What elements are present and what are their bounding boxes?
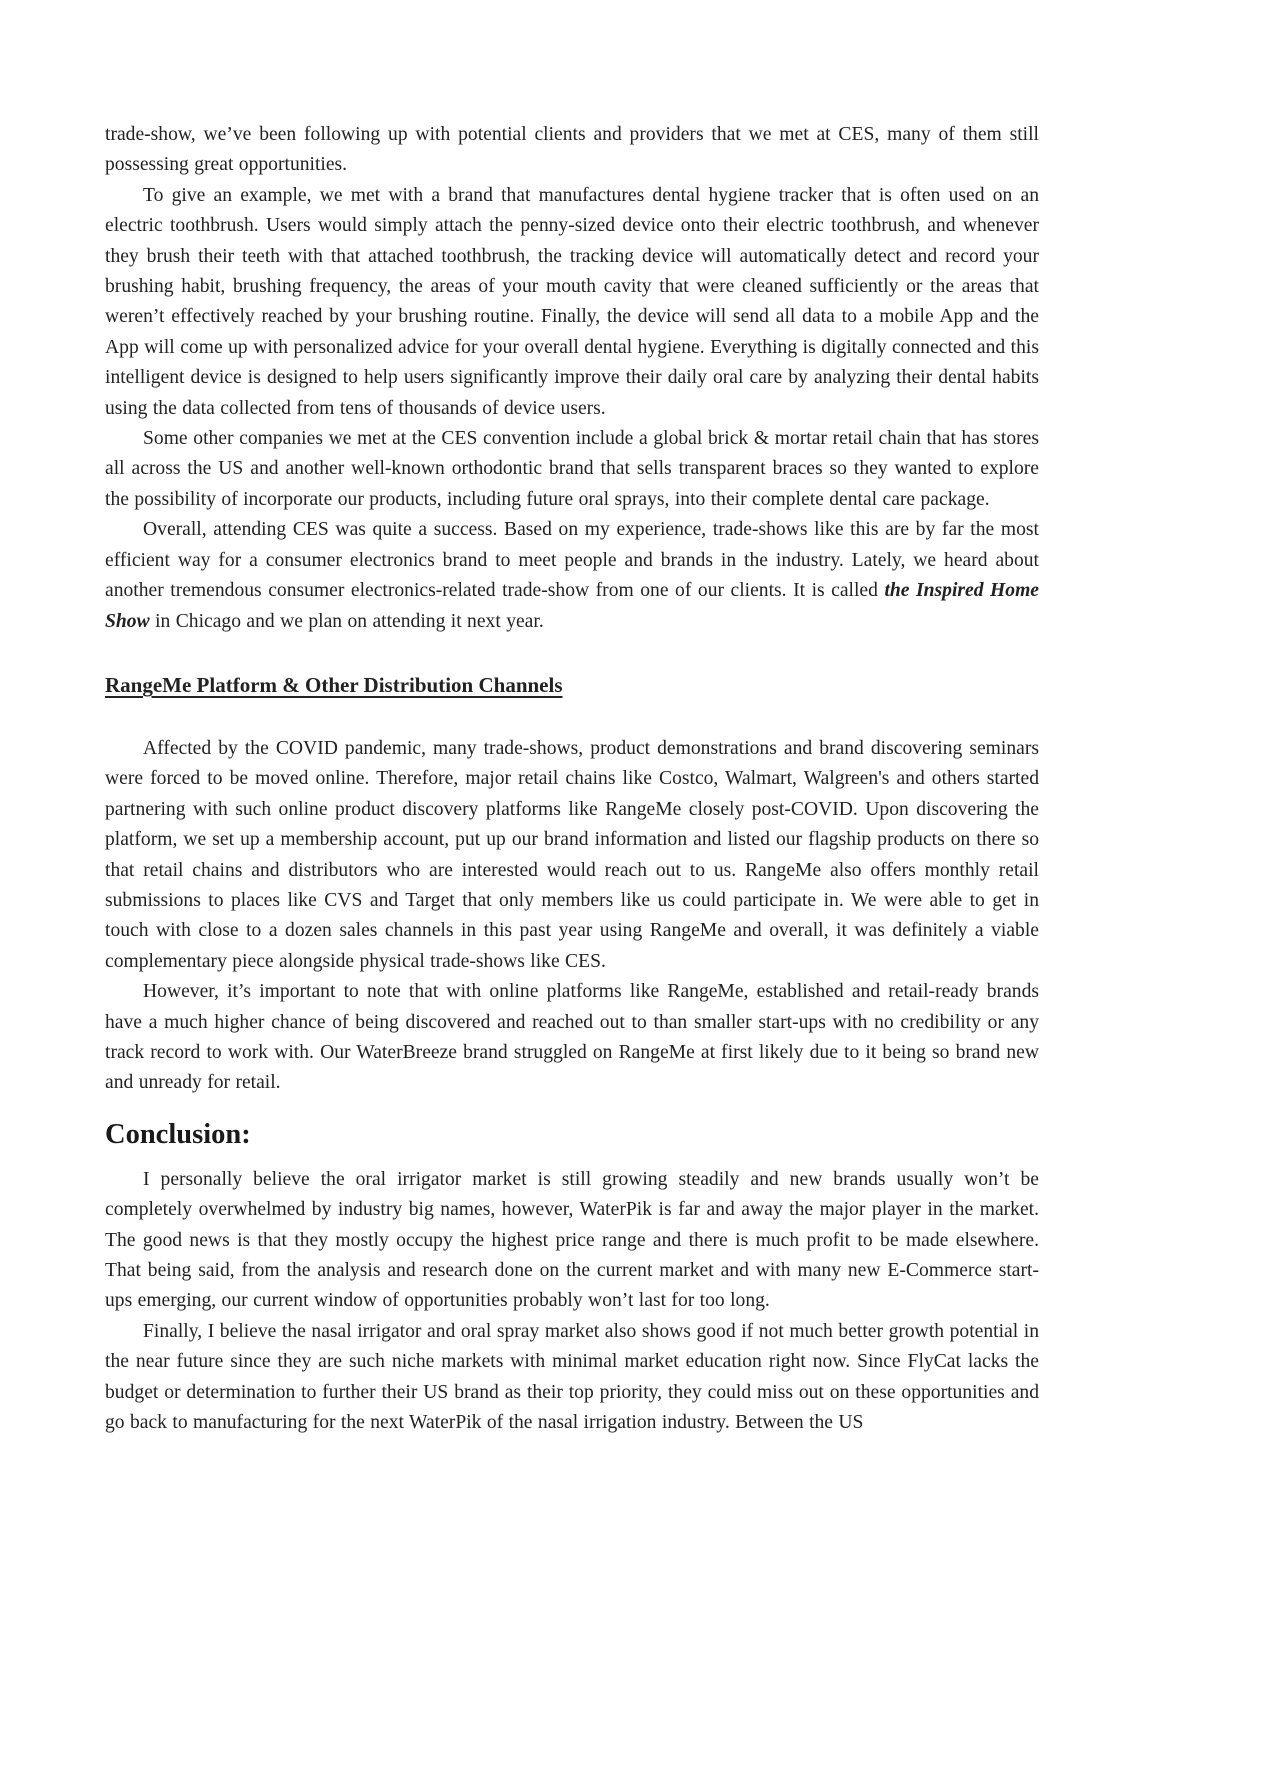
inspired-home-show-emphasis: the Inspired Home Show — [105, 580, 1040, 632]
paragraph-tradeshow-followup: trade-show, we’ve been following up with potential clients and providers that we met at CES, many of them still possessing great opportunities. — [105, 124, 1039, 176]
heading-rangeme-platform: RangeMe Platform & Other Distribution Channels — [105, 672, 563, 697]
paragraph-ces-overall — [105, 515, 1039, 637]
ces-overall-tail-text: in Chicago and we plan on attending it next year. — [149, 610, 544, 632]
heading-conclusion: Conclusion: — [105, 1118, 251, 1150]
paragraph-rangeme-limitations: However, it’s important to note that with online platforms like RangeMe, established and retail-ready brands have a much higher chance of being discovered and reached out to than smaller start-ups with no credibility or any track record to work with. Our WaterBreeze brand struggled on RangeMe at first likely due to it being so brand new and unready for retail. — [105, 981, 1039, 1094]
ces-overall-lead-text: Overall, attending CES was quite a success. Based on my experience, trade-shows like this are by far the most efficient way for a consumer electronics brand to meet people and brands in the industry. Lately, we heard about another tremendous consumer electronics-related trade-show from one of our clients. It is called — [105, 519, 1039, 602]
document-page — [105, 120, 1039, 1438]
paragraph-covid-rangeme: Affected by the COVID pandemic, many trade-shows, product demonstrations and brand discovering seminars were forced to be moved online. Therefore, major retail chains like Costco, Walmart, Walgreen's and others started partnering with such online product discovery platforms like RangeMe closely post-COVID. Upon discovering the platform, we set up a membership account, put up our brand information and listed our flagship products on there so that retail chains and distributors who are interested would reach out to us. RangeMe also offers monthly retail submissions to places like CVS and Target that only members like us could participate in. We were able to get in touch with close to a dozen sales channels in this past year using RangeMe and overall, it was definitely a viable complementary piece alongside physical trade-shows like CES. — [105, 737, 1039, 972]
paragraph-dental-tracker-example: To give an example, we met with a brand that manufactures dental hygiene tracker that is often used on an electric toothbrush. Users would simply attach the penny-sized device onto their electric toothbrush, and whenever they brush their teeth with that attached toothbrush, the tracking device will automatically detect and record your brushing habit, brushing frequency, the areas of your mouth cavity that were cleaned sufficiently or the areas that weren’t effectively reached by your brushing routine. Finally, the device will send all data to a mobile App and the App will come up with personalized advice for your overall dental hygiene. Everything is digitally connected and this intelligent device is designed to help users significantly improve their daily oral care by analyzing their dental habits using the data collected from tens of thousands of device users. — [105, 184, 1039, 419]
paragraph-oral-irrigator-outlook: I personally believe the oral irrigator market is still growing steadily and new brands usually won’t be completely overwhelmed by industry big names, however, WaterPik is far and away the major player in the market. The good news is that they mostly occupy the highest price range and there is much profit to be made elsewhere. That being said, from the analysis and research done on the current market and with many new E-Commerce start-ups emerging, our current window of opportunities probably won’t last for too long. — [105, 1168, 1039, 1312]
paragraph-nasal-irrigator-outlook: Finally, I believe the nasal irrigator and oral spray market also shows good if not much better growth potential in the near future since they are such niche markets with minimal market education right now. Since FlyCat lacks the budget or determination to further their US brand as their top priority, they could miss out on these opportunities and go back to manufacturing for the next WaterPik of the nasal irrigation industry. Between the US — [105, 1320, 1039, 1434]
paragraph-other-companies: Some other companies we met at the CES convention include a global brick & mortar retail chain that has stores all across the US and another well-known orthodontic brand that sells transparent braces so they wanted to explore the possibility of incorporate our products, including future oral sprays, into their complete dental care package. — [105, 428, 1039, 510]
